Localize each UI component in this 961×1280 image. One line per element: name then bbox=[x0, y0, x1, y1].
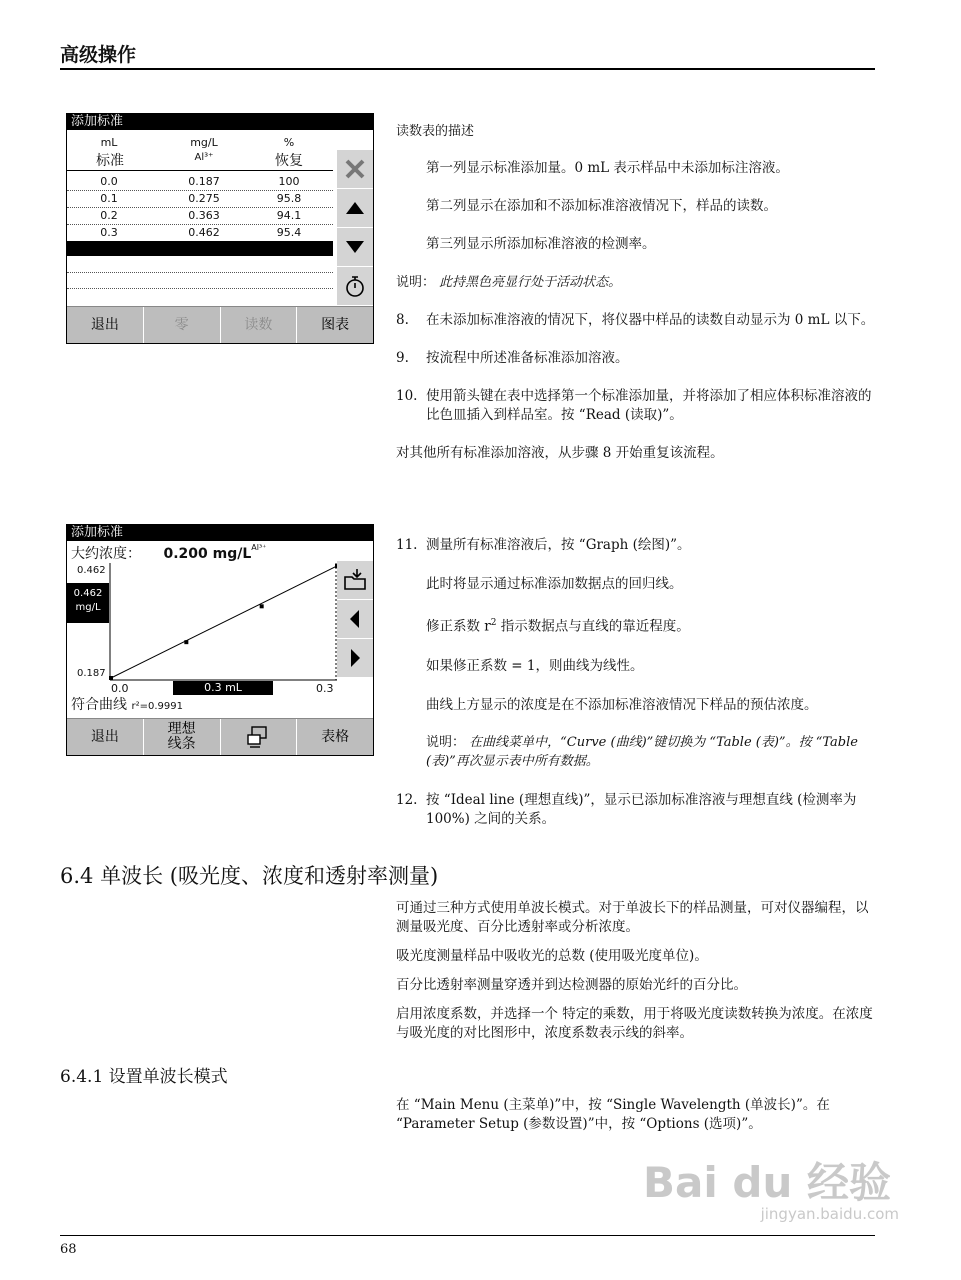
watermark-logo: Bai du 经验 bbox=[643, 1158, 891, 1207]
step-9: 9. 按流程中所述准备标准添加溶液。 bbox=[396, 350, 629, 366]
subheading: 读数表的描述 bbox=[396, 124, 475, 139]
y-axis-bottom-label: 0.187 bbox=[77, 668, 106, 679]
arrow-up-icon bbox=[346, 202, 364, 214]
close-icon bbox=[343, 157, 367, 181]
y-axis-top-label: 0.462 bbox=[77, 565, 106, 576]
read-button[interactable]: 读数 bbox=[221, 307, 298, 343]
step-11: 11. 测量所有标准溶液后，按 “Graph (绘图)”。 bbox=[396, 537, 691, 553]
cursor-value-badge: 0.462 mg/L bbox=[67, 583, 109, 623]
col-name-recovery: 恢复 bbox=[275, 153, 303, 169]
subsection-heading: 6.4.1 设置单波长模式 bbox=[60, 1067, 228, 1087]
cursor-right-button[interactable] bbox=[337, 639, 373, 678]
down-button[interactable] bbox=[337, 228, 373, 267]
screen-title: 添加标准 bbox=[67, 114, 373, 130]
arrow-left-icon bbox=[348, 610, 362, 628]
print-button[interactable] bbox=[221, 719, 298, 755]
approx-concentration: 大约浓度： 0.200 $mg/L^{Al^{3+}}$ bbox=[71, 543, 267, 562]
step-12: 12. 按 “Ideal line (理想直线)”，显示已添加标准溶液与理想直线 (检测率为 100%) 之间的关系。 bbox=[396, 791, 857, 827]
graph-button[interactable]: 图表 bbox=[297, 307, 373, 343]
data-point bbox=[184, 640, 188, 644]
table-row[interactable]: 0.2 0.363 94.1 bbox=[100, 209, 302, 222]
x-axis-right-label: 0.3 bbox=[316, 682, 334, 695]
paragraph: 此时将显示通过标准添加数据点的回归线。 bbox=[426, 576, 683, 592]
note: 说明： 此持黑色亮显行处于活动状态。 bbox=[396, 275, 622, 290]
page-header-title: 高级操作 bbox=[60, 44, 137, 66]
folder-save-icon bbox=[343, 568, 367, 592]
softkey-bar bbox=[67, 306, 373, 343]
x-axis-left-label: 0.0 bbox=[111, 682, 129, 695]
data-point bbox=[260, 604, 264, 608]
col-unit-ml: mL bbox=[100, 136, 118, 149]
zero-button[interactable]: 零 bbox=[144, 307, 221, 343]
page-number: 68 bbox=[60, 1242, 77, 1257]
paragraph: 第一列显示标准添加量。0 mL 表示样品中未添加标注溶液。 bbox=[426, 160, 789, 176]
paragraph: 吸光度测量样品中吸收光的总数 (使用吸光度单位)。 bbox=[396, 948, 708, 964]
regression-chart bbox=[109, 563, 337, 681]
col-unit-percent: % bbox=[283, 136, 295, 149]
paragraph: 第二列显示在添加和不添加标准溶液情况下，样品的读数。 bbox=[426, 198, 777, 214]
paragraph: 第三列显示所添加标准溶液的检测率。 bbox=[426, 236, 656, 252]
computer-icon bbox=[246, 726, 270, 748]
step-10: 10. 使用箭头键在表中选择第一个标准添加量，并将添加了相应体积标准溶液的比色皿插入到样品室。按 “Read (读取)”。 bbox=[396, 388, 872, 423]
col-name-standard: 标准 bbox=[96, 153, 124, 169]
col-unit-mgl: mg/L bbox=[190, 136, 218, 149]
header-rule bbox=[60, 68, 875, 70]
table-button[interactable]: 表格 bbox=[297, 719, 373, 755]
timer-icon bbox=[344, 274, 366, 298]
section-heading: 6.4 单波长 (吸光度、浓度和透射率测量) bbox=[60, 864, 439, 888]
data-point bbox=[109, 676, 113, 680]
regression-line bbox=[111, 566, 337, 678]
table-row-active[interactable] bbox=[67, 241, 333, 256]
curve-fit: 符合曲线 r²=0.9991 bbox=[71, 697, 183, 713]
table-row[interactable]: 0.0 0.187 100 bbox=[100, 175, 300, 188]
up-button[interactable] bbox=[337, 189, 373, 228]
device-screen-graph bbox=[66, 524, 374, 756]
step-8: 8. 在未添加标准溶液的情况下，将仪器中样品的读数自动显示为 0 mL 以下。 bbox=[396, 312, 875, 328]
table-row[interactable]: 0.3 0.462 95.4 bbox=[100, 226, 302, 239]
exit-button[interactable]: 退出 bbox=[67, 719, 144, 755]
col-name-al: Al³⁺ bbox=[194, 152, 214, 163]
exit-button[interactable]: 退出 bbox=[67, 307, 144, 343]
text-block-table-description bbox=[396, 122, 876, 463]
table-row[interactable]: 0.1 0.275 95.8 bbox=[100, 192, 302, 205]
timer-button[interactable] bbox=[337, 267, 373, 306]
softkey-bar bbox=[67, 718, 373, 755]
note: 说明： 在曲线菜单中，“Curve (曲线)”键切换为 “Table (表)”。按 “Table (表)”再次显示表中所有数据。 bbox=[426, 734, 858, 769]
repeat-instruction: 对其他所有标准添加溶液，从步骤 8 开始重复该流程。 bbox=[396, 445, 724, 461]
delete-button[interactable] bbox=[337, 150, 373, 189]
cursor-left-button[interactable] bbox=[337, 600, 373, 639]
paragraph: 曲线上方显示的浓度是在不添加标准溶液情况下样品的预估浓度。 bbox=[426, 696, 818, 713]
device-screen-table bbox=[66, 113, 374, 344]
save-button[interactable] bbox=[337, 561, 373, 600]
paragraph: 启用浓度系数，并选择一个 特定的乘数，用于将吸光度读数转换为浓度。在浓度与吸光度的对比图形中，浓度系数表示线的斜率。 bbox=[396, 1006, 873, 1041]
paragraph: 如果修正系数 = 1，则曲线为线性。 bbox=[426, 657, 644, 674]
paragraph: 可通过三种方式使用单波长模式。对于单波长下的样品测量，可对仪器编程，以测量吸光度、百分比透射率或分析浓度。 bbox=[396, 900, 869, 935]
x-cursor-label: 0.3 mL bbox=[173, 681, 273, 695]
screen-title: 添加标准 bbox=[67, 525, 373, 541]
table-header-rule bbox=[67, 170, 333, 171]
ideal-line-button[interactable]: 理想线条 bbox=[144, 719, 221, 755]
arrow-right-icon bbox=[348, 649, 362, 667]
paragraph: 修正系数 $r^2$ 指示数据点与直线的靠近程度。 bbox=[426, 618, 690, 635]
footer-rule bbox=[60, 1235, 875, 1236]
watermark-url: jingyan.baidu.com bbox=[760, 1205, 899, 1223]
section-6-4-body bbox=[396, 899, 876, 1043]
paragraph: 在 “Main Menu (主菜单)”中，按 “Single Wavelength (单波长)”。在 “Parameter Setup (参数设置)”中，按 “Options (选项)”。 bbox=[396, 1097, 830, 1132]
text-block-graph bbox=[396, 536, 876, 829]
arrow-down-icon bbox=[346, 241, 364, 253]
paragraph: 百分比透射率测量穿透并到达检测器的原始光纤的百分比。 bbox=[396, 977, 747, 993]
